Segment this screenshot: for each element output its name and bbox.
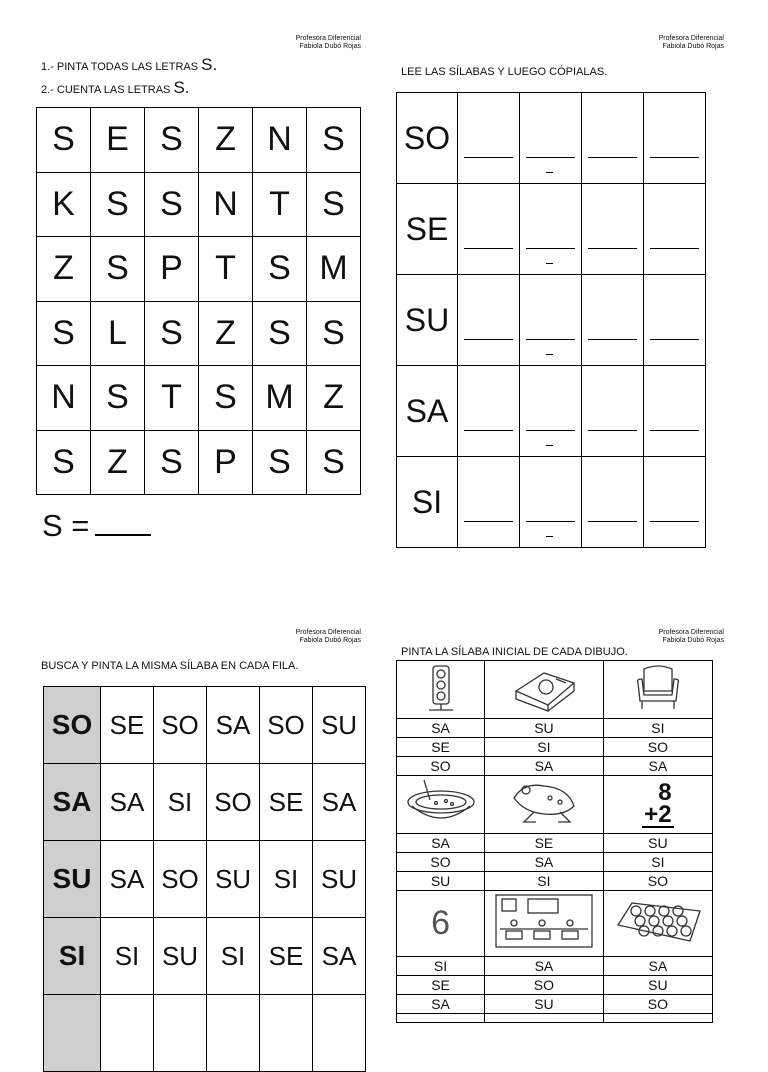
copy-blank[interactable]	[520, 275, 582, 366]
letter-cell[interactable]: S	[253, 430, 307, 495]
syllable-option[interactable]: SE	[397, 738, 485, 757]
syllable-row	[397, 275, 706, 366]
letter-cell[interactable]: N	[37, 366, 91, 431]
syllable-option[interactable]: SU	[397, 872, 485, 891]
letter-cell[interactable]: S	[307, 430, 361, 495]
classroom-icon	[494, 938, 594, 955]
letter-cell[interactable]: T	[145, 366, 199, 431]
instruction-initial-syllable: PINTA LA SÍLABA INICIAL DE CADA DIBUJO.	[401, 646, 628, 658]
letter-grid	[36, 107, 361, 495]
match-key-syllable: SU	[44, 841, 101, 918]
match-option[interactable]	[154, 995, 207, 1072]
letter-cell[interactable]: P	[145, 237, 199, 302]
letter-cell[interactable]: Z	[307, 366, 361, 431]
letter-cell[interactable]: L	[91, 301, 145, 366]
blank-dash	[546, 172, 553, 173]
picture-cell	[397, 1014, 485, 1023]
syllable-label: SA	[397, 366, 458, 457]
armchair-icon	[632, 700, 684, 717]
blank-line	[464, 157, 513, 158]
copy-blank[interactable]	[644, 93, 706, 184]
letter-cell[interactable]: S	[91, 237, 145, 302]
syllable-option[interactable]: SA	[485, 853, 604, 872]
picture-cell	[397, 776, 485, 834]
picture-row	[397, 776, 713, 834]
credit-bottom-right: Profesora Diferencial Fabiola Dubó Rojas	[658, 629, 724, 644]
letter-grid-row	[37, 108, 361, 173]
copy-blank[interactable]	[644, 275, 706, 366]
match-option[interactable]: SI	[101, 918, 154, 995]
sushi-icon	[612, 934, 704, 951]
picture-cell	[603, 661, 712, 719]
syllable-option[interactable]: SA	[603, 757, 712, 776]
option-row	[397, 853, 713, 872]
match-option[interactable]: SO	[207, 764, 260, 841]
match-option[interactable]: SO	[154, 687, 207, 764]
blank-line	[464, 248, 513, 249]
match-option[interactable]: SA	[313, 918, 366, 995]
pencil-sharpener-icon	[504, 700, 584, 717]
match-option[interactable]: SE	[101, 687, 154, 764]
match-row	[44, 764, 366, 841]
option-row	[397, 872, 713, 891]
match-option[interactable]: SO	[154, 841, 207, 918]
copy-blank[interactable]	[458, 93, 520, 184]
picture-cell	[603, 776, 712, 834]
blank-line	[464, 521, 513, 522]
option-row	[397, 738, 713, 757]
blank-line	[650, 430, 699, 431]
copy-blank[interactable]	[644, 457, 706, 548]
syllable-option[interactable]: SO	[397, 853, 485, 872]
match-key-syllable: SO	[44, 687, 101, 764]
syllable-option[interactable]: SO	[485, 976, 604, 995]
letter-cell[interactable]: S	[145, 108, 199, 173]
initial-syllable-table	[396, 660, 713, 1023]
match-row	[44, 918, 366, 995]
match-option[interactable]: SI	[207, 918, 260, 995]
copy-blank[interactable]	[458, 184, 520, 275]
picture-cell	[603, 891, 712, 957]
match-row	[44, 687, 366, 764]
traffic-light-icon	[421, 699, 461, 716]
copy-blank[interactable]	[520, 184, 582, 275]
letter-cell[interactable]: S	[199, 366, 253, 431]
match-option[interactable]: SA	[313, 764, 366, 841]
blank-line	[526, 339, 575, 340]
count-answer-line[interactable]	[95, 534, 151, 536]
six-label: 6	[431, 904, 450, 942]
syllable-option[interactable]: SA	[397, 834, 485, 853]
credit-bottom-left: Profesora Diferencial Fabiola Dubó Rojas	[295, 629, 361, 644]
letter-cell[interactable]: S	[91, 172, 145, 237]
letter-cell[interactable]: S	[91, 366, 145, 431]
blank-line	[650, 521, 699, 522]
match-option[interactable]: SE	[260, 918, 313, 995]
blank-dash	[546, 536, 553, 537]
syllable-label: SI	[397, 457, 458, 548]
picture-row	[397, 891, 713, 957]
letter-cell[interactable]: S	[145, 172, 199, 237]
instruction-find-syllable: BUSCA Y PINTA LA MISMA SÍLABA EN CADA FILA.	[41, 660, 299, 672]
syllable-label: SE	[397, 184, 458, 275]
blank-line	[464, 339, 513, 340]
syllable-option[interactable]: SO	[603, 738, 712, 757]
syllable-option[interactable]: SO	[397, 757, 485, 776]
syllable-row	[397, 457, 706, 548]
match-option[interactable]: SE	[260, 764, 313, 841]
syllable-option[interactable]: SU	[485, 995, 604, 1014]
letter-cell[interactable]: T	[199, 237, 253, 302]
count-equation: S =	[42, 508, 151, 544]
syllable-option[interactable]: SI	[603, 719, 712, 738]
copy-blank[interactable]	[644, 366, 706, 457]
syllable-label: SU	[397, 275, 458, 366]
syllable-option[interactable]: SE	[485, 834, 604, 853]
copy-blank[interactable]	[458, 275, 520, 366]
syllable-row	[397, 366, 706, 457]
blank-line	[650, 157, 699, 158]
blank-line	[526, 521, 575, 522]
syllable-label: SO	[397, 93, 458, 184]
letter-grid-row	[37, 237, 361, 302]
sum-icon	[642, 778, 673, 828]
match-option[interactable]: SI	[260, 841, 313, 918]
syllable-option[interactable]: SA	[485, 757, 604, 776]
match-option[interactable]: SU	[313, 841, 366, 918]
instruction-paint-letters: 1.- PINTA TODAS LAS LETRAS S.	[41, 55, 218, 74]
picture-cell	[485, 776, 604, 834]
syllable-option[interactable]: SU	[485, 719, 604, 738]
letter-cell[interactable]: K	[37, 172, 91, 237]
syllable-option[interactable]: SI	[397, 957, 485, 976]
blank-line	[526, 157, 575, 158]
blank-line	[588, 339, 637, 340]
letter-cell[interactable]: M	[253, 366, 307, 431]
frog-icon	[504, 815, 584, 832]
syllable-option[interactable]: SA	[485, 957, 604, 976]
option-row	[397, 976, 713, 995]
letter-cell[interactable]: S	[307, 108, 361, 173]
syllable-option[interactable]: SO	[603, 995, 712, 1014]
sum-top: 8	[658, 778, 672, 806]
letter-cell[interactable]: S	[37, 108, 91, 173]
syllable-match-table	[43, 686, 366, 1072]
copy-blank[interactable]	[520, 457, 582, 548]
match-key-syllable: SA	[44, 764, 101, 841]
letter-cell[interactable]: N	[199, 172, 253, 237]
picture-row	[397, 661, 713, 719]
blank-line	[650, 339, 699, 340]
letter-cell[interactable]: N	[253, 108, 307, 173]
option-row	[397, 957, 713, 976]
letter-grid-row	[37, 366, 361, 431]
copy-blank[interactable]	[582, 366, 644, 457]
blank-line	[588, 521, 637, 522]
letter-cell[interactable]: S	[145, 301, 199, 366]
copy-blank[interactable]	[582, 457, 644, 548]
copy-blank[interactable]	[582, 93, 644, 184]
match-option[interactable]: SI	[154, 764, 207, 841]
copy-blank[interactable]	[458, 457, 520, 548]
match-key-syllable: SI	[44, 918, 101, 995]
letter-cell[interactable]: E	[91, 108, 145, 173]
six-icon	[431, 904, 450, 942]
syllable-option[interactable]: SI	[603, 853, 712, 872]
match-option[interactable]: SA	[101, 841, 154, 918]
match-row-partial	[44, 995, 366, 1072]
option-row	[397, 995, 713, 1014]
letter-cell[interactable]: S	[253, 237, 307, 302]
copy-blank[interactable]	[644, 184, 706, 275]
picture-cell	[485, 891, 604, 957]
syllable-row	[397, 93, 706, 184]
syllable-option[interactable]: SA	[603, 957, 712, 976]
blank-line	[650, 248, 699, 249]
match-option[interactable]	[101, 995, 154, 1072]
copy-blank[interactable]	[582, 184, 644, 275]
letter-cell[interactable]: S	[307, 172, 361, 237]
blank-dash	[546, 354, 553, 355]
picture-cell	[485, 1014, 604, 1023]
letter-cell[interactable]: Z	[37, 237, 91, 302]
letter-cell[interactable]: S	[253, 301, 307, 366]
picture-cell	[397, 661, 485, 719]
match-option[interactable]: SU	[313, 687, 366, 764]
letter-cell[interactable]: Z	[199, 301, 253, 366]
match-key-syllable	[44, 995, 101, 1072]
picture-row-partial	[397, 1014, 713, 1023]
copy-blank[interactable]	[458, 366, 520, 457]
blank-dash	[546, 445, 553, 446]
letter-cell[interactable]: T	[253, 172, 307, 237]
syllable-option[interactable]: SI	[485, 872, 604, 891]
syllable-option[interactable]: SO	[603, 872, 712, 891]
blank-line	[588, 430, 637, 431]
syllable-option[interactable]: SU	[603, 834, 712, 853]
instruction-count-letters: 2.- CUENTA LAS LETRAS S.	[41, 78, 190, 97]
letter-cell[interactable]: P	[199, 430, 253, 495]
letter-cell[interactable]: Z	[199, 108, 253, 173]
letter-cell[interactable]: S	[37, 430, 91, 495]
syllable-option[interactable]: SA	[397, 719, 485, 738]
match-option[interactable]	[207, 995, 260, 1072]
syllable-row	[397, 184, 706, 275]
letter-cell[interactable]: S	[145, 430, 199, 495]
letter-cell[interactable]: M	[307, 237, 361, 302]
blank-line	[526, 430, 575, 431]
credit-top-right: Profesora Diferencial Fabiola Dubó Rojas	[658, 35, 724, 50]
blank-line	[526, 248, 575, 249]
match-option[interactable]: SA	[207, 687, 260, 764]
syllable-option[interactable]: SU	[603, 976, 712, 995]
credit-top-left: Profesora Diferencial Fabiola Dubó Rojas	[295, 35, 361, 50]
soup-bowl-icon	[404, 815, 478, 832]
syllable-option[interactable]: SI	[485, 738, 604, 757]
syllable-option[interactable]: SE	[397, 976, 485, 995]
blank-line	[588, 248, 637, 249]
blank-line	[588, 157, 637, 158]
match-option[interactable]: SA	[101, 764, 154, 841]
copy-blank[interactable]	[520, 93, 582, 184]
syllable-option[interactable]: SA	[397, 995, 485, 1014]
letter-cell[interactable]: S	[37, 301, 91, 366]
instruction-copy-syllables: LEE LAS SÍLABAS Y LUEGO CÓPIALAS.	[401, 66, 608, 78]
match-option[interactable]: SU	[154, 918, 207, 995]
picture-cell	[397, 891, 485, 957]
blank-dash	[546, 263, 553, 264]
match-row	[44, 841, 366, 918]
copy-blank[interactable]	[520, 366, 582, 457]
match-option[interactable]: SU	[207, 841, 260, 918]
match-option[interactable]	[313, 995, 366, 1072]
option-row	[397, 834, 713, 853]
option-row	[397, 757, 713, 776]
letter-grid-row	[37, 172, 361, 237]
letter-cell[interactable]: Z	[91, 430, 145, 495]
picture-cell	[603, 1014, 712, 1023]
letter-grid-row	[37, 430, 361, 495]
letter-grid-row	[37, 301, 361, 366]
option-row	[397, 719, 713, 738]
syllable-copy-table	[396, 92, 706, 548]
sum-bottom: +2	[644, 800, 672, 828]
blank-line	[464, 430, 513, 431]
match-option[interactable]: SO	[260, 687, 313, 764]
letter-cell[interactable]: S	[307, 301, 361, 366]
copy-blank[interactable]	[582, 275, 644, 366]
match-option[interactable]	[260, 995, 313, 1072]
picture-cell	[485, 661, 604, 719]
